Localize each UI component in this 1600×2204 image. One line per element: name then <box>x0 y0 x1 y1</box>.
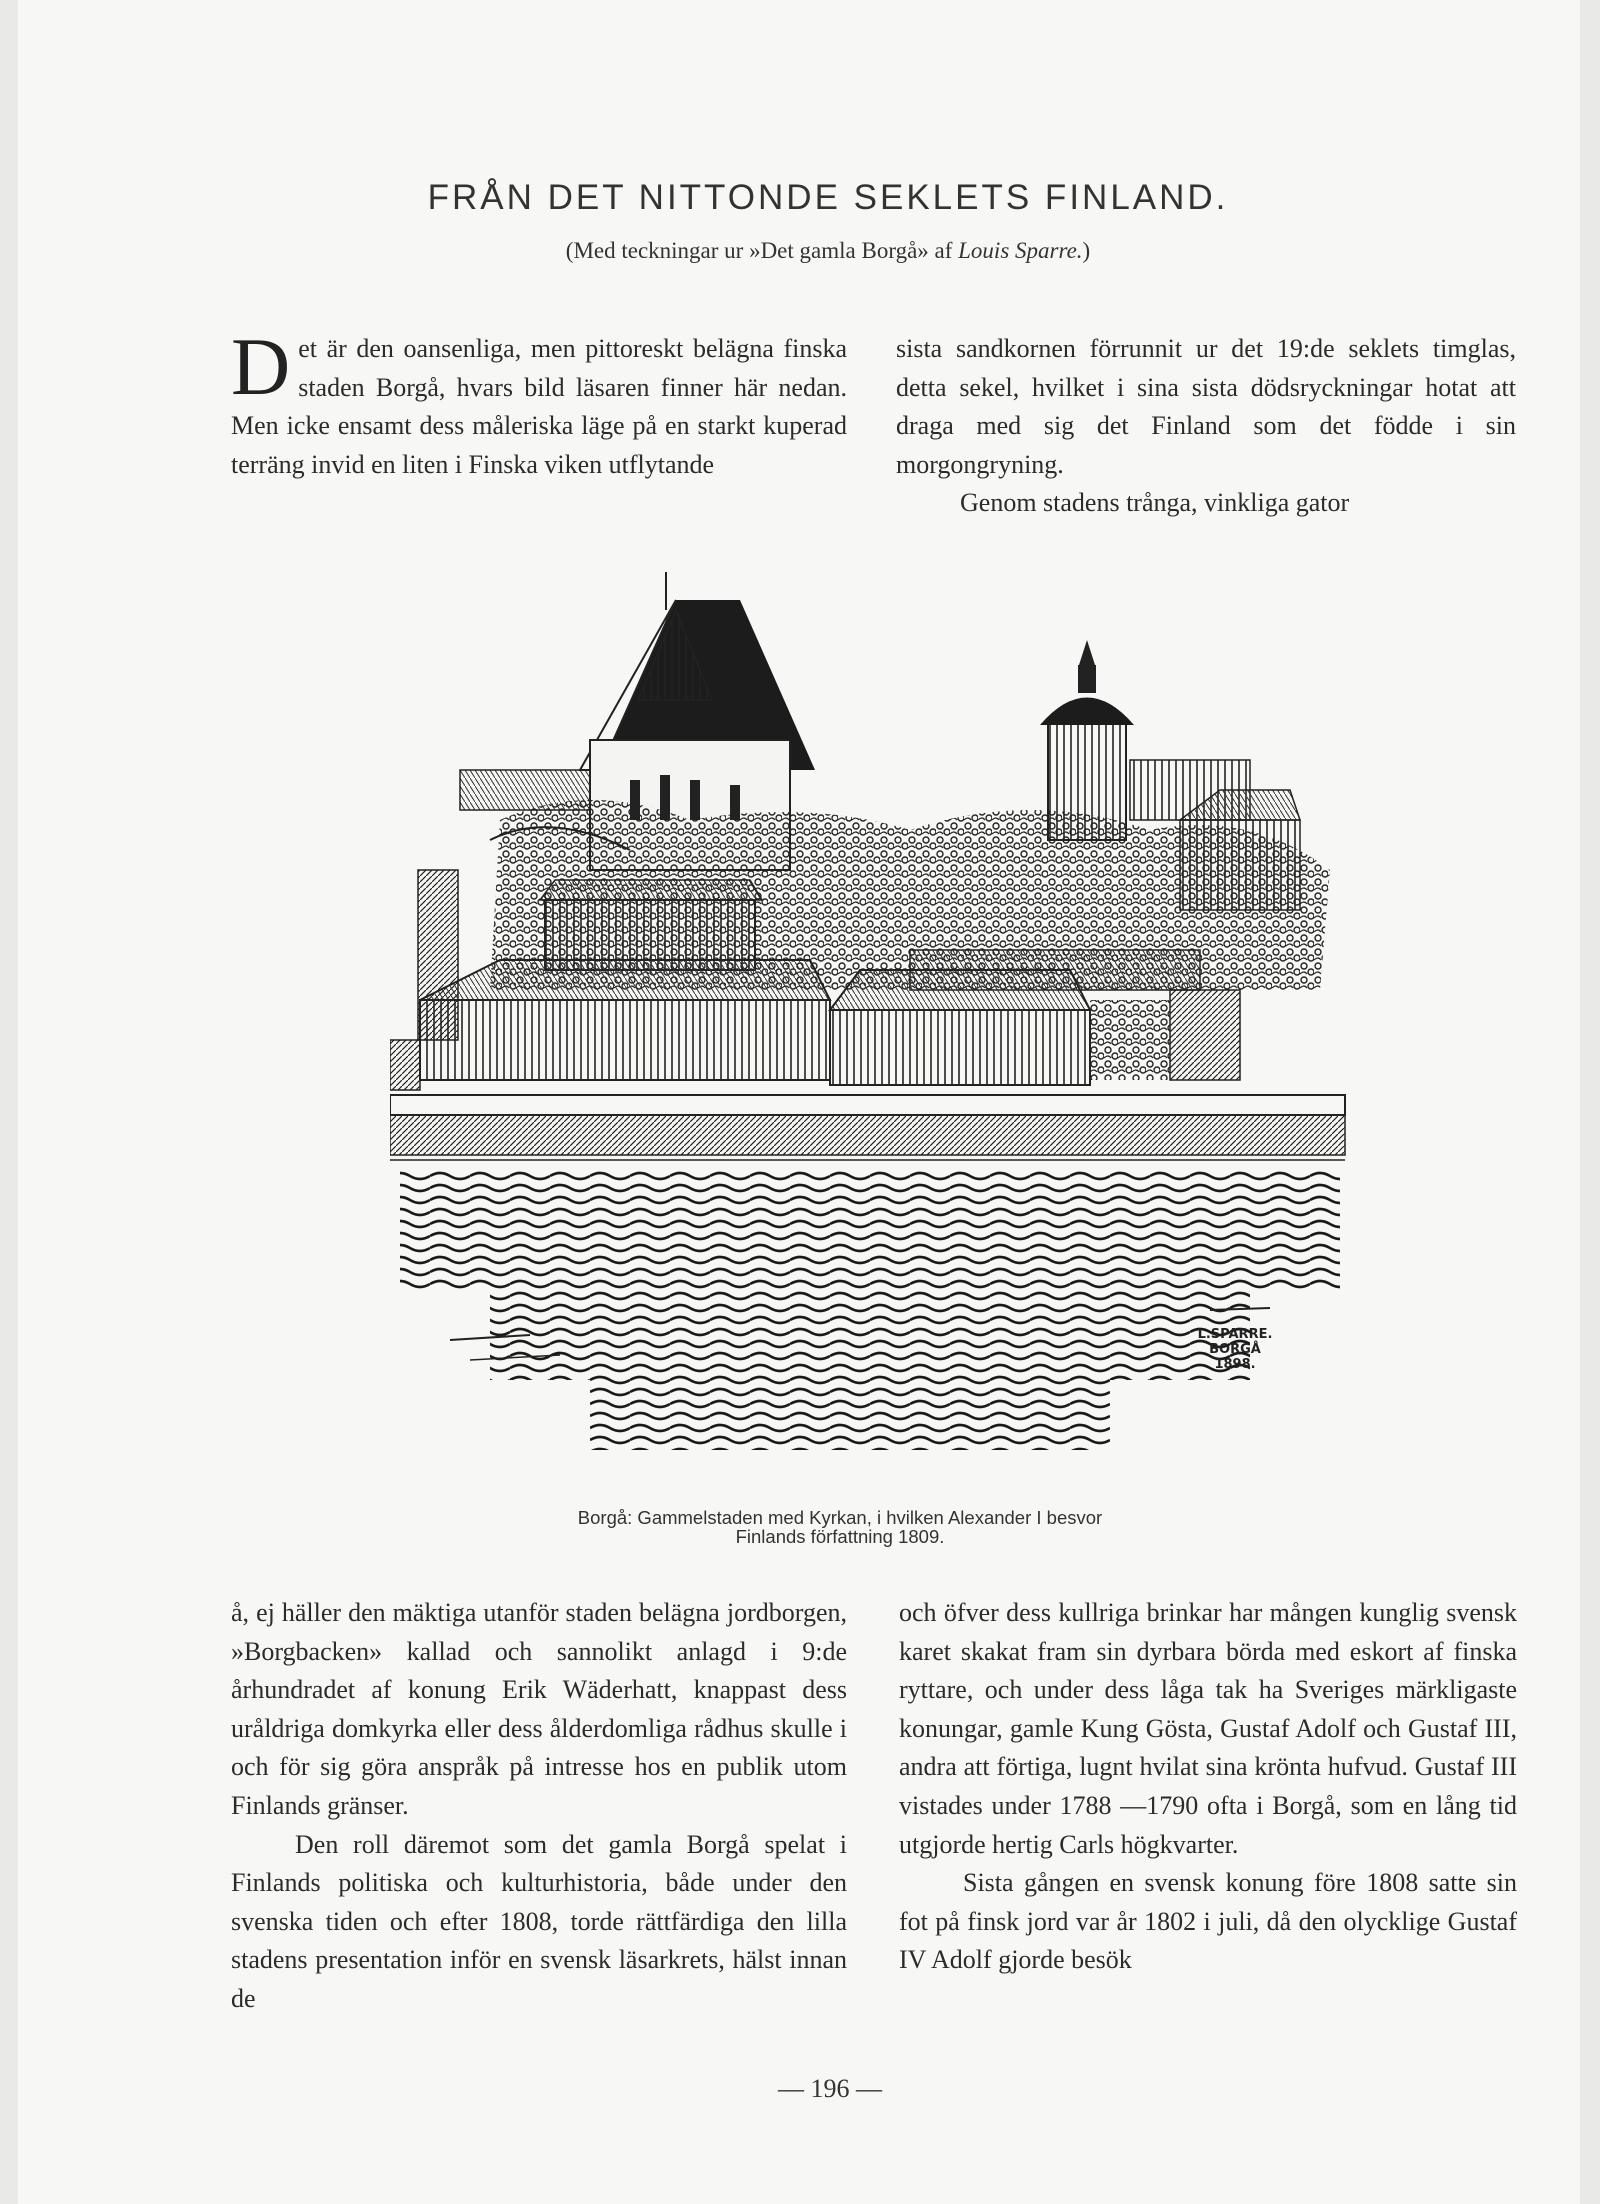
signature-year: 1898. <box>1214 1357 1256 1372</box>
column-top-left <box>231 321 847 484</box>
quay-drawing <box>390 1095 1345 1160</box>
subtitle-author: Louis Sparre. <box>958 238 1083 263</box>
illustration-caption <box>500 1508 1180 1546</box>
artist-signature <box>1190 1327 1280 1372</box>
column-bottom-left <box>231 1594 847 2019</box>
article-title: FRÅN DET NITTONDE SEKLETS FINLAND. <box>427 178 1229 217</box>
caption-line: Borgå: Gammelstaden med Kyrkan, i hvilken Alexander I besvor <box>577 1507 1103 1528</box>
paragraph: Sista gången en svensk konung före 1808 satte sin fot på finsk jord var år 1802 i juli, då den olycklige Gustaf IV Adolf gjorde besök <box>899 1868 1517 1975</box>
subtitle-prefix: (Med teckningar ur »Det gamla Borgå» af <box>565 238 959 263</box>
paragraph: och öfver dess kullriga brinkar har mången kunglig svensk karet skakat fram sin dyrbara börda med eskort af finska ryttare, och under dess låga tak ha Sveriges märkligaste konungar, gamle Kung Gösta, Gustaf Adolf och Gustaf III, andra att förtiga, lugnt hvilat sina krönta hufvud. Gustaf III vistades under 1788 —1790 ofta i Borgå, som en lång tid utgjorde hertig Carls högkvarter. <box>899 1598 1517 1859</box>
signature-place: BORGÅ <box>1209 1342 1261 1357</box>
paragraph-text: et är den oansenliga, men pittoreskt belägna finska staden Borgå, hvars bild läsaren finner här nedan. Men icke ensamt dess måleriska läge på en starkt kuperad terräng invid en liten i Finska viken utflytande <box>231 334 847 479</box>
paragraph: Den roll däremot som det gamla Borgå spelat i Finlands politiska och kulturhistoria, både under den svenska tiden och efter 1808, torde rättfärdiga den lilla stadens presentation inför en svensk läsarkrets, hälst innan de <box>231 1829 847 2013</box>
article-subtitle <box>28 238 1600 264</box>
bell-tower-drawing <box>1040 640 1134 840</box>
paragraph: å, ej häller den mäktiga utanför staden belägna jordborgen, »Borgbacken» kallad och sannolikt anlagd i 9:de århundradet af konung Erik Wäderhatt, knappast dess uråldriga domkyrka eller dess ålderdomliga rådhus skulle i och för sig göra anspråk på intresse hos en publik utom Finlands gränser. <box>231 1598 847 1820</box>
subtitle-suffix: ) <box>1082 238 1091 263</box>
paragraph: sista sandkornen förrunnit ur det 19:de seklets timglas, detta sekel, hvilket i sina sista dödsryckningar hotat att draga med sig det Finland som det födde i sin morgongryning. <box>896 334 1516 479</box>
caption-line: Finlands författning 1809. <box>735 1526 945 1547</box>
drop-cap: D <box>231 321 291 412</box>
water-reflection-drawing <box>400 1170 1340 1450</box>
paragraph: Genom stadens trånga, vinkliga gator <box>960 488 1350 518</box>
column-top-right <box>896 330 1516 523</box>
signature-name: L.SPARRE. <box>1197 1327 1273 1342</box>
page-number: — 196 — <box>778 2074 882 2103</box>
column-bottom-right <box>899 1594 1517 1980</box>
